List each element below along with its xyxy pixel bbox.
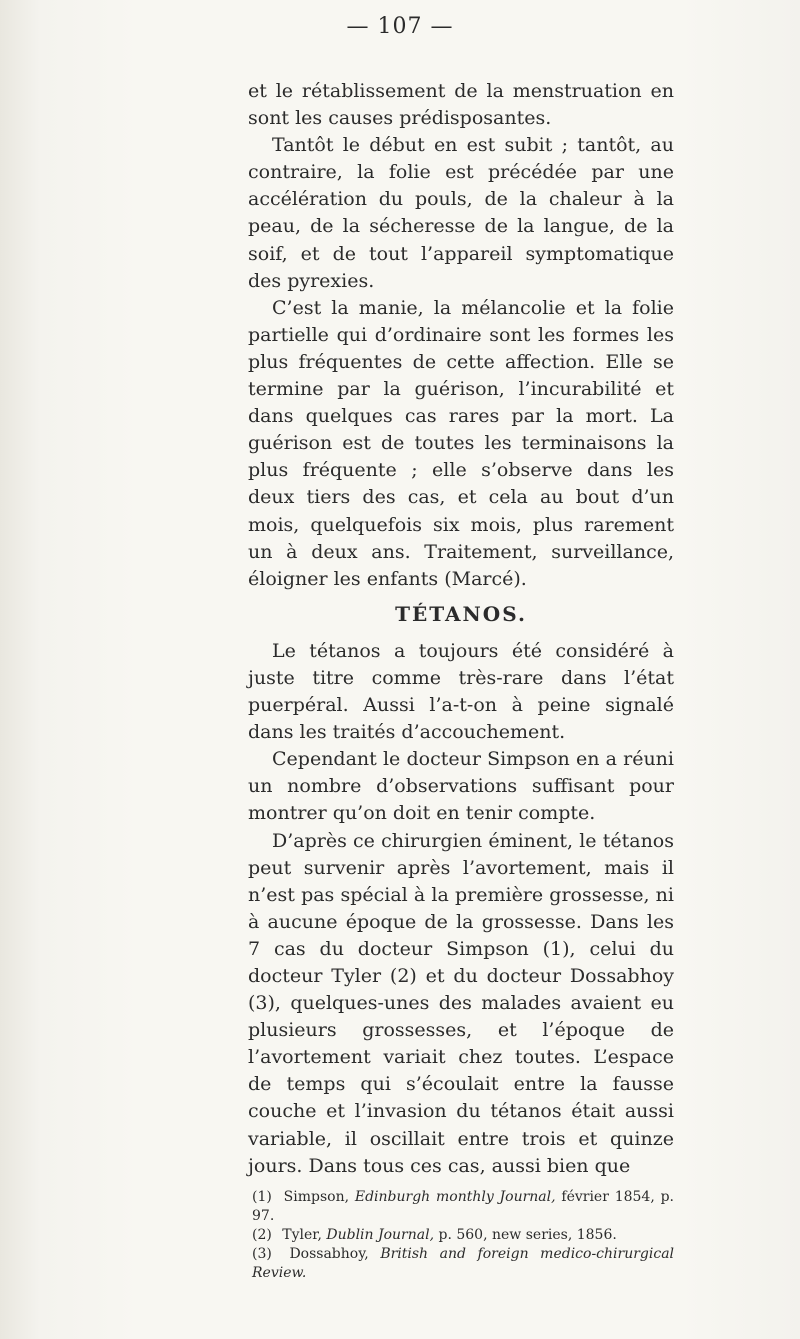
page-number: — 107 — xyxy=(346,14,454,39)
footnote xyxy=(248,1226,674,1245)
footnote-author: Dossabhoy, xyxy=(289,1245,369,1262)
footnote-source: Edinburgh monthly Journal, xyxy=(354,1188,556,1205)
body-text xyxy=(248,78,674,1283)
footnote-details: février 1854, p. 97. xyxy=(252,1188,675,1224)
footnote-details: p. 560, new series, 1856. xyxy=(438,1226,617,1243)
paragraph: D’après ce chirurgien éminent, le tétanos peut survenir après l’avortement, mais il n’est pas spécial à la première grossesse, ni à aucune époque de la grossesse. Dans les 7 cas du docteur Simpson (1), celui du docteur Tyler (2) et du docteur Dossabhoy (3), quelques-unes des malades avaient eu plusieurs grossesses, et l’époque de l’avortement variait chez toutes. L’espace de temps qui s’écoulait entre la fausse couche et l’invasion du tétanos était aussi variable, il oscillait entre trois et quinze jours. Dans tous ces cas, aussi bien que xyxy=(248,829,674,1177)
paragraph: et le rétablissement de la menstruation en sont les causes prédisposantes. xyxy=(248,80,674,130)
footnote-source: British and foreign medico-chirurgical Review. xyxy=(252,1245,675,1281)
footnotes xyxy=(248,1188,674,1283)
footnote xyxy=(248,1188,674,1226)
paragraph: C’est la manie, la mélancolie et la folie partielle qui d’ordinaire sont les formes les plus fréquentes de cette affection. Elle se termine par la guérison, l’incurabilité et dans quelques cas rares par la mort. La guérison est de toutes les terminaisons la plus fréquente ; elle s’observe dans les deux tiers des cas, et cela au bout d’un mois, quelquefois six mois, plus rarement un à deux ans. Traitement, surveillance, éloigner les enfants (Marcé). xyxy=(248,296,674,590)
footnote xyxy=(248,1245,674,1283)
footnote-marker: (3) xyxy=(252,1245,272,1262)
paragraph: Cependant le docteur Simpson en a réuni un nombre d’observations suffisant pour montrer qu’on doit en tenir compte. xyxy=(248,748,674,825)
footnote-marker: (2) xyxy=(252,1226,272,1243)
footnote-author: Tyler, xyxy=(282,1226,322,1243)
footnote-source: Dublin Journal, xyxy=(326,1226,435,1243)
footnote-marker: (1) xyxy=(252,1188,272,1205)
paragraph: Le tétanos a toujours été considéré à juste titre comme très-rare dans l’état puerpéral. Aussi l’a-t-on à peine signalé dans les traités d’accouchement. xyxy=(248,639,674,744)
paragraph: Tantôt le début en est subit ; tantôt, au contraire, la folie est précédée par une accélération du pouls, de la chaleur à la peau, de la sécheresse de la langue, de la soif, et de tout l’appareil symptomatique des pyrexies. xyxy=(248,134,674,292)
section-title: TÉTANOS. xyxy=(395,601,527,626)
footnote-author: Simpson, xyxy=(283,1188,350,1205)
